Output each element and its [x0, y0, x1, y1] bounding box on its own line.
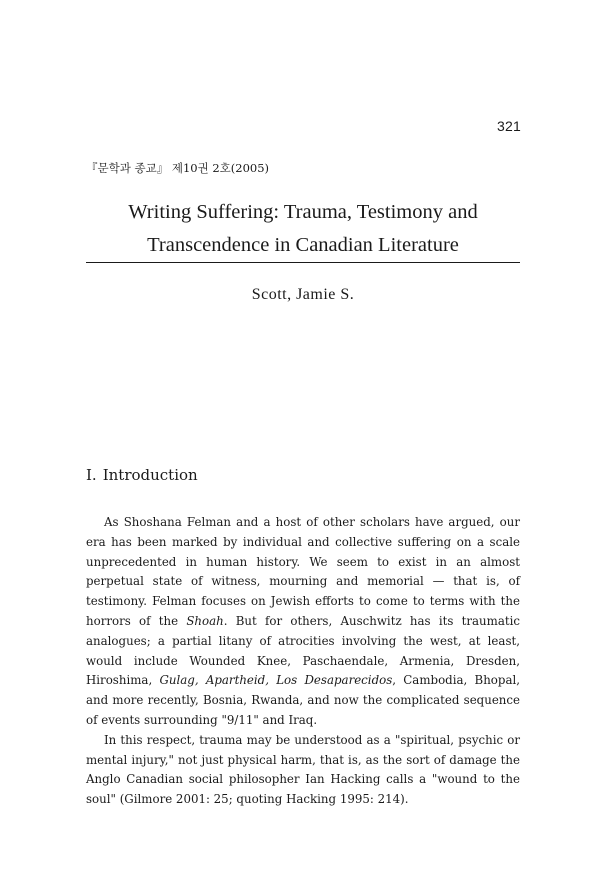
author-name: Scott, Jamie S.	[251, 286, 355, 303]
journal-reference: 『문학과 종교』 제10권 2호(2005)	[86, 161, 270, 175]
title-divider	[86, 262, 520, 263]
body-text	[86, 513, 520, 810]
paragraph-2: In this respect, trauma may be understood as a "spiritual, psychic or mental injury," not just physical harm, that is, as the sort of damage the Anglo Canadian social philosopher Ian Hacking calls a "wound to the soul" (Gilmore 2001: 25; quoting Hacking 1995: 214).	[86, 732, 520, 807]
page-number: 321	[497, 118, 521, 134]
title-line-1: Writing Suffering: Trauma, Testimony and	[128, 201, 478, 223]
section-heading	[86, 466, 198, 484]
paragraph-1	[86, 513, 520, 731]
paragraph-1-italic-shoah: Shoah	[186, 613, 224, 628]
section-number: I.	[86, 466, 97, 484]
paragraph-1-text-a: As Shoshana Felman and a host of other scholars have argued, our era has been marked by individual and collective suffering on a scale unprecedented in human history. We seem to exist in an almost perpetual state of witness, mourning and memorial — that is, of testimony. Felman focuses on Jewish efforts to come to terms with the horrors of the	[86, 515, 520, 628]
section-title: Introduction	[102, 466, 198, 484]
article-title	[86, 196, 520, 262]
title-line-2: Transcendence in Canadian Literature	[147, 234, 459, 256]
paragraph-1-text-c: , Cambodia, Bhopal, and more recently, Bosnia, Rwanda, and now the complicated sequence of events surrounding "9/11" and Iraq.	[86, 673, 521, 727]
paragraph-1-italic-terms: Gulag, Apartheid, Los Desaparecidos	[159, 673, 393, 688]
paragraph-1-text-b: . But for others, Auschwitz has its traumatic analogues; a partial litany of atrocities involving the west, at least, would include Wounded Knee, Paschaendale, Armenia, Dresden, Hiroshima,	[86, 613, 520, 688]
